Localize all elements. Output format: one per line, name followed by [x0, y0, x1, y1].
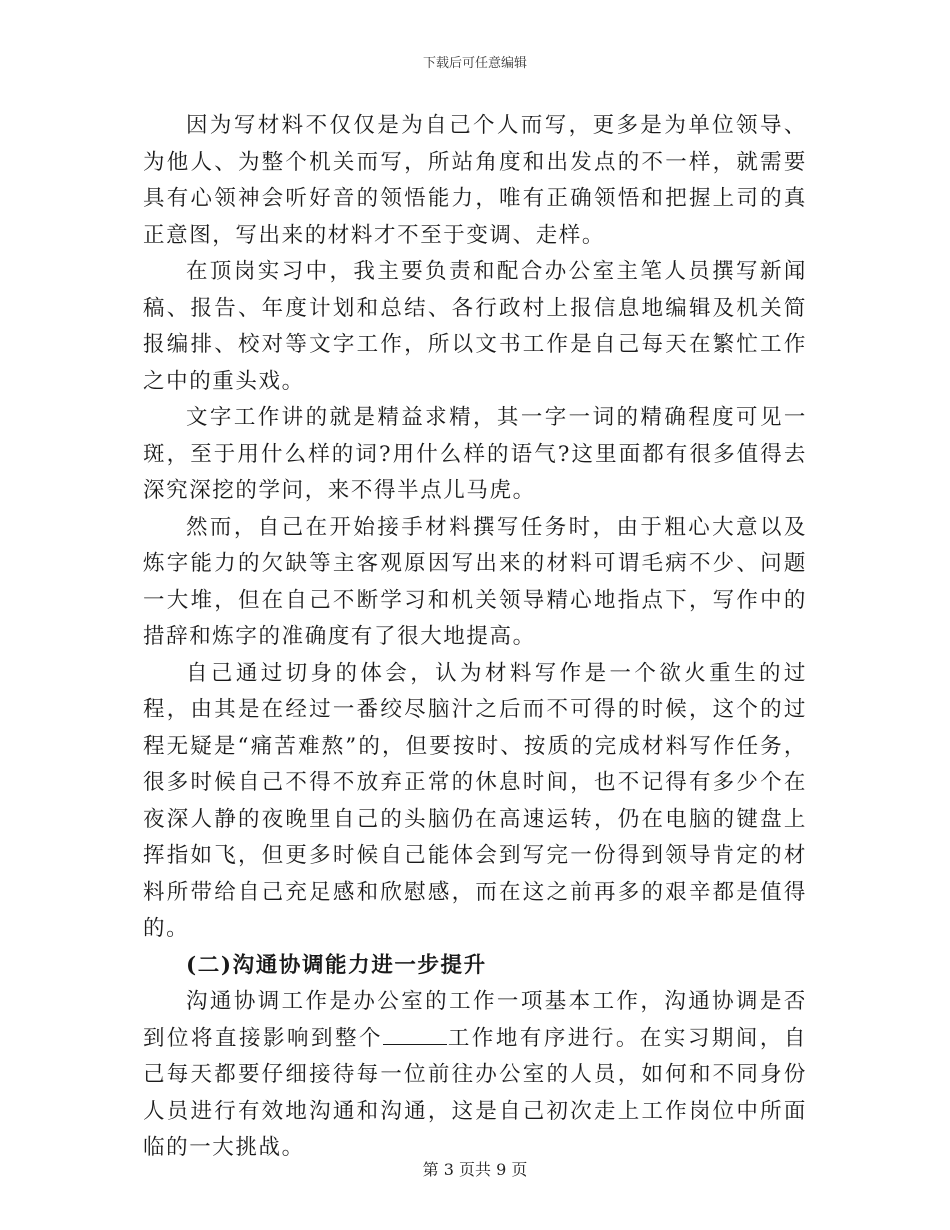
paragraph-6-start: 沟通协调工作是办公室的工作一项基本工作，沟通协调是否到位将直接影响到整个	[143, 989, 807, 1051]
paragraph-5: 自己通过切身的体会，认为材料写作是一个欲火重生的过程，由其是在经过一番绞尽脑汁之后而不可得的时候，这个的过程无疑是“痛苦难熬”的，但要按时、按质的完成材料写作任务，很多时候自己不得不放弃正常的休息时间，也不记得有多少个在夜深人静的夜晚里自己的头脑仍在高速运转，仍在电脑的键盘上挥指如飞，但更多时候自己能体会到写完一份得到领导肯定的材料所带给自己充足感和欣慰感，而在这之前再多的艰辛都是值得的。	[143, 660, 807, 941]
paragraph-4: 然而，自己在开始接手材料撰写任务时，由于粗心大意以及炼字能力的欠缺等主客观原因写出来的材料可谓毛病不少、问题一大堆，但在自己不断学习和机关领导精心地指点下，写作中的措辞和炼字的准确度有了很大地提高。	[143, 514, 807, 649]
page-header: 下载后可任意编辑	[422, 56, 527, 71]
section-heading: (二)沟通协调能力进一步提升	[186, 952, 487, 978]
paragraph-6	[143, 984, 807, 1167]
document-body	[143, 108, 807, 1167]
paragraph-6-end: 工作地有序进行。在实习期间，自己每天都要仔细接待每一位前往办公室的人员，如何和不同身份人员进行有效地沟通和沟通，这是自己初次走上工作岗位中所面临的一大挑战。	[143, 1025, 807, 1160]
paragraph-2: 在顶岗实习中，我主要负责和配合办公室主笔人员撰写新闻稿、报告、年度计划和总结、各行政村上报信息地编辑及机关简报编排、校对等文字工作，所以文书工作是自己每天在繁忙工作之中的重头戏。	[143, 259, 807, 394]
fill-in-blank	[383, 1042, 447, 1045]
paragraph-3: 文字工作讲的就是精益求精，其一字一词的精确程度可见一斑，至于用什么样的词?用什么样的语气?这里面都有很多值得去深究深挖的学问，来不得半点儿马虎。	[143, 405, 807, 503]
page-footer: 第 3 页共 9 页	[422, 1160, 528, 1179]
paragraph-1: 因为写材料不仅仅是为自己个人而写，更多是为单位领导、为他人、为整个机关而写，所站角度和出发点的不一样，就需要具有心领神会听好音的领悟能力，唯有正确领悟和把握上司的真正意图，写出来的材料才不至于变调、走样。	[143, 113, 807, 248]
